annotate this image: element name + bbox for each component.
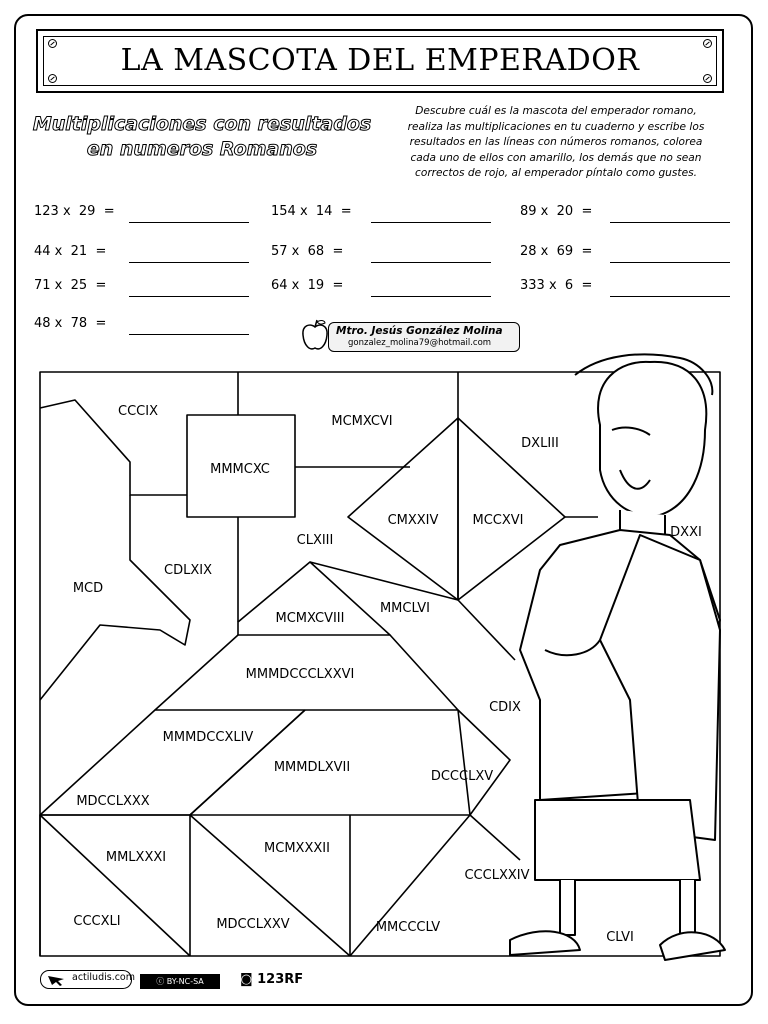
region-label: CLXIII bbox=[296, 533, 334, 548]
region-label: DXLIII bbox=[521, 436, 559, 451]
region-label: CLVI bbox=[606, 930, 634, 945]
region-edge bbox=[458, 600, 515, 660]
page-title: LA MASCOTA DEL EMPERADOR bbox=[120, 43, 640, 78]
subtitle: Multiplicaciones con resultados en numeros Romanos bbox=[32, 113, 372, 160]
instructions: Descubre cuál es la mascota del emperador romano, realiza las multiplicaciones en tu cuaderno y escribe los resultados en las líneas con números romanos, colorea cada uno de ellos con amarillo, los demás que no sean correctos de rojo, al emperador píntalo como gustes. bbox=[407, 105, 705, 180]
emperor-head bbox=[598, 362, 706, 516]
region-label: CCCIX bbox=[118, 404, 158, 419]
region-label: MMMDLXVII bbox=[273, 760, 351, 775]
region-label: CCCXLI bbox=[73, 914, 121, 929]
region-label: MMCCCLV bbox=[375, 920, 441, 935]
problem-expression: 57 x 68 = bbox=[271, 244, 344, 259]
region-label: MMCLVI bbox=[379, 601, 431, 616]
region-label: MMMDCCCLXXVI bbox=[245, 667, 355, 682]
problem-expression: 333 x 6 = bbox=[520, 278, 593, 293]
brand-logo: ◙ 123RF bbox=[240, 972, 304, 987]
problem-expression: 44 x 21 = bbox=[34, 244, 107, 259]
region-edge bbox=[310, 562, 458, 600]
author-name: Mtro. Jesús González Molina bbox=[336, 325, 503, 337]
region-label: CDLXIX bbox=[164, 563, 212, 578]
region-label: CDIX bbox=[489, 700, 521, 715]
problem-expression: 48 x 78 = bbox=[34, 316, 107, 331]
emperor-skirt bbox=[535, 800, 700, 880]
region-label: MCMXXXII bbox=[264, 841, 330, 856]
problem-expression: 71 x 25 = bbox=[34, 278, 107, 293]
region-label: MDCCLXXX bbox=[76, 794, 150, 809]
region-label: CCCLXXIV bbox=[464, 868, 530, 883]
region-edge bbox=[40, 495, 190, 700]
region-label: MCD bbox=[72, 581, 104, 596]
region-edge bbox=[470, 815, 520, 860]
camera-icon: ◙ bbox=[240, 972, 258, 987]
license-badge: ⓒ BY-NC-SA bbox=[140, 974, 220, 989]
region-label: MDCCLXXV bbox=[216, 917, 290, 932]
region-edge bbox=[40, 400, 187, 495]
region-edge bbox=[40, 815, 190, 956]
problem-expression: 28 x 69 = bbox=[520, 244, 593, 259]
author-email: gonzalez_molina79@hotmail.com bbox=[348, 338, 492, 348]
region-label: CMXXIV bbox=[387, 513, 439, 528]
pointer-icon bbox=[44, 970, 72, 987]
region-label: MMMDCCXLIV bbox=[162, 730, 254, 745]
region-label: MMMCXC bbox=[210, 462, 270, 477]
problem-expression: 154 x 14 = bbox=[271, 204, 352, 219]
problem-expression: 64 x 19 = bbox=[271, 278, 344, 293]
region-edge bbox=[458, 710, 510, 815]
site-name: actiludis.com bbox=[72, 972, 135, 983]
problem-expression: 123 x 29 = bbox=[34, 204, 115, 219]
problem-expression: 89 x 20 = bbox=[520, 204, 593, 219]
region-label: MCMXCVI bbox=[331, 414, 393, 429]
region-label: DCCCLXV bbox=[430, 769, 494, 784]
region-label: DXXI bbox=[670, 525, 702, 540]
cc-icon: ⓒ bbox=[156, 977, 167, 986]
region-label: MMLXXXI bbox=[105, 850, 167, 865]
region-edge bbox=[190, 815, 350, 956]
region-edge bbox=[348, 418, 458, 600]
region-label: MCMXCVIII bbox=[275, 611, 345, 626]
region-label: MCCXVI bbox=[472, 513, 524, 528]
